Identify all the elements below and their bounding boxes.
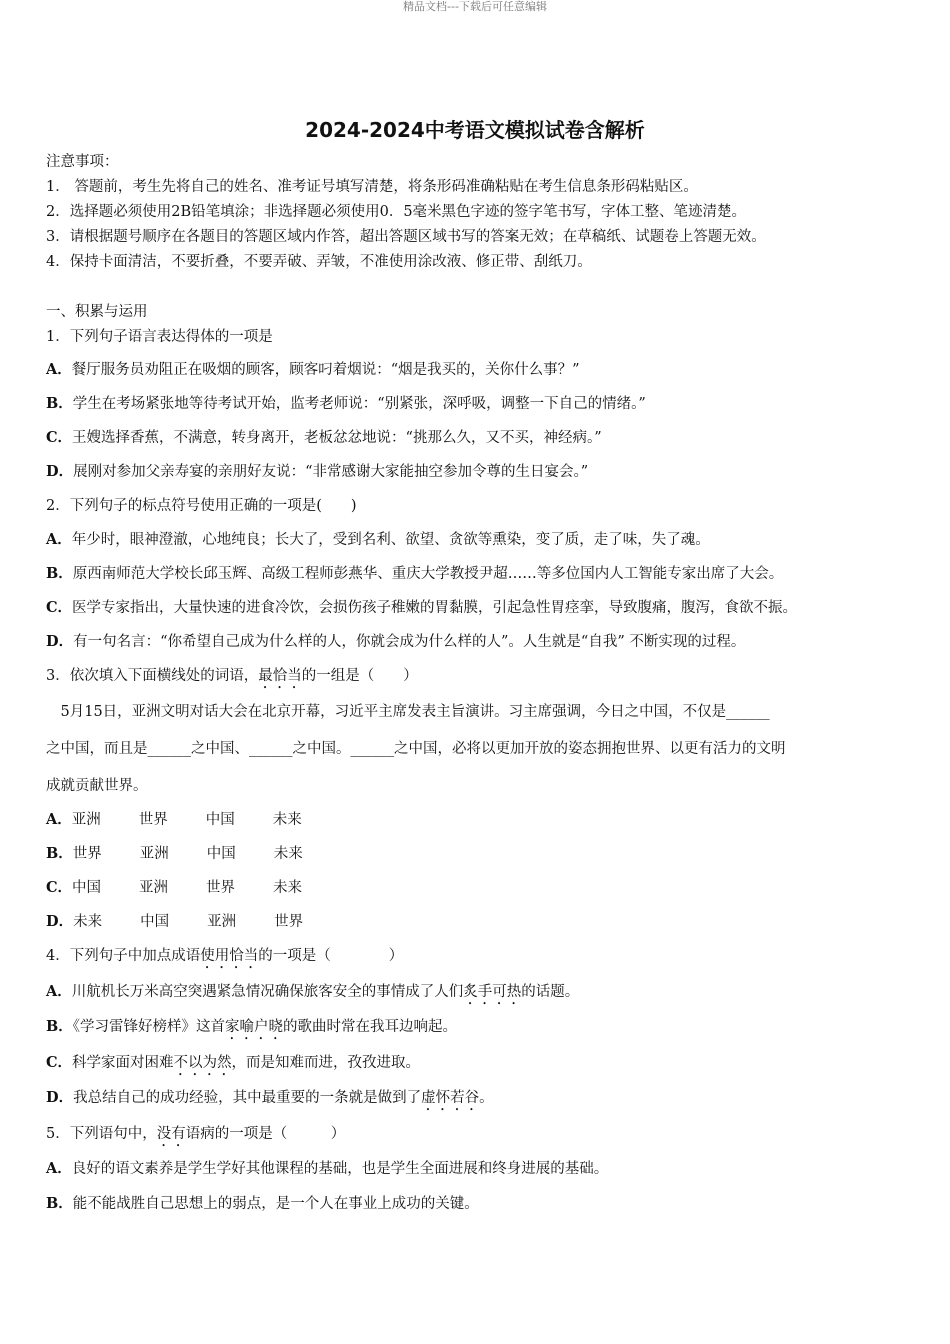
idiom-text: 家喻户晓 xyxy=(225,1019,284,1035)
passage-line: 成就贡献世界。 xyxy=(46,778,148,794)
section-heading: 一、积累与运用 xyxy=(46,304,148,320)
option-row xyxy=(46,394,646,414)
option-text: 原西南师范大学校长邱玉辉、高级工程师彭燕华、重庆大学教授尹超……等多位国内人工智能专家出席了大会。 xyxy=(72,566,784,582)
option-word: 世界 xyxy=(274,914,304,930)
option-word: 亚洲 xyxy=(139,846,169,862)
question-stem: 2．下列句子的标点符号使用正确的一项是( ) xyxy=(46,498,357,514)
notice-item: 2．选择题必须使用2B铅笔填涂；非选择题必须使用0．5毫米黑色字迹的签字笔书写，字体工整、笔迹清楚。 xyxy=(46,204,747,220)
option-text: 展刚对参加父亲寿宴的亲朋好友说：“非常感谢大家能抽空参加令尊的生日宴会。” xyxy=(73,464,589,480)
stem-text: 语病的一项是（ ） xyxy=(185,1126,346,1142)
emphasis-text: 最恰当 xyxy=(258,668,302,684)
option-row xyxy=(46,598,797,618)
header-note: 精品文档---下载后可任意编辑 xyxy=(403,0,547,13)
option-word: 未来 xyxy=(273,880,303,896)
option-text: 王嫂选择香蕉，不满意，转身离开，老板忿忿地说：“挑那么久，又不买，神经病。” xyxy=(72,430,602,446)
option-label: B． xyxy=(46,845,73,862)
emphasis-text: 没有 xyxy=(156,1126,186,1142)
notice-heading: 注意事项： xyxy=(46,154,119,170)
option-word: 中国 xyxy=(205,812,235,828)
option-label: A． xyxy=(46,361,72,378)
page-title: 2024-2024中考语文模拟试卷含解析 xyxy=(305,118,645,142)
idiom-text: 不以为然 xyxy=(173,1055,232,1071)
option-text: 《学习雷锋好榜样》这首 xyxy=(72,1019,226,1035)
option-text: 我总结自己的成功经验，其中最重要的一条就是做到了 xyxy=(73,1090,422,1106)
option-row xyxy=(46,632,745,652)
question-stem xyxy=(46,1124,345,1150)
option-text: 有一句名言：“你希望自己成为什么样的人，你就会成为什么样的人”。人生就是“自我” 不断实现的过程。 xyxy=(73,634,746,650)
option-word: 中国 xyxy=(206,846,236,862)
option-text: 的歌曲时常在我耳边响起。 xyxy=(283,1019,458,1035)
option-label: B． xyxy=(46,1195,73,1212)
option-text: 餐厅服务员劝阻正在吸烟的顾客，顾客叼着烟说：“烟是我买的，关你什么事？” xyxy=(71,362,580,378)
stem-text: 5．下列语句中， xyxy=(46,1126,157,1142)
option-row xyxy=(46,462,588,482)
option-row xyxy=(46,844,341,864)
stem-text: 的一项是（ ） xyxy=(258,948,404,964)
option-row xyxy=(46,428,602,448)
option-text: 年少时，眼神澄澈，心地纯良；长大了，受到名利、欲望、贪欲等熏染，变了质，走了味，失了魂。 xyxy=(71,532,710,548)
option-row xyxy=(46,564,783,584)
option-word: 亚洲 xyxy=(207,914,237,930)
option-label: C． xyxy=(46,429,73,446)
option-text: 科学家面对困难 xyxy=(72,1055,174,1071)
option-word: 未来 xyxy=(73,914,103,930)
option-word: 中国 xyxy=(140,914,170,930)
option-row xyxy=(46,1053,420,1079)
passage-line: 5月15日，亚洲文明对话大会在北京开幕，习近平主席发表主旨演讲。习主席强调，今日之中国，不仅是______ xyxy=(46,704,770,720)
option-label: D． xyxy=(46,463,74,480)
option-row xyxy=(46,1194,479,1214)
option-text: 学生在考场紧张地等待考试开始，监考老师说：“别紧张，深呼吸，调整一下自己的情绪。” xyxy=(72,396,646,412)
option-row xyxy=(46,360,580,380)
option-row xyxy=(46,1017,457,1043)
stem-text: 4．下列句子中加点成语 xyxy=(46,948,201,964)
option-text: 医学专家指出，大量快速的进食冷饮，会损伤孩子稚嫩的胃黏膜，引起急性胃痉挛，导致腹痛，腹泻，食欲不振。 xyxy=(72,600,798,616)
option-label: D． xyxy=(46,913,74,930)
option-row xyxy=(46,810,340,830)
option-word: 世界 xyxy=(138,812,168,828)
notice-item: 4．保持卡面清洁，不要折叠，不要弄破、弄皱，不准使用涂改液、修正带、刮纸刀。 xyxy=(46,254,592,270)
option-label: B． xyxy=(46,565,73,582)
option-row xyxy=(46,1159,608,1179)
option-word: 世界 xyxy=(206,880,236,896)
question-stem xyxy=(46,946,403,972)
option-word: 未来 xyxy=(273,846,303,862)
emphasis-text: 使用恰当 xyxy=(200,948,259,964)
option-text: 。 xyxy=(479,1090,494,1106)
option-word: 亚洲 xyxy=(139,880,169,896)
question-stem: 1．下列句子语言表达得体的一项是 xyxy=(46,329,273,345)
option-row xyxy=(46,530,710,550)
option-row xyxy=(46,912,341,932)
stem-text: 的一组是（ ） xyxy=(301,668,418,684)
option-text: ，而是知难而进，孜孜进取。 xyxy=(231,1055,421,1071)
option-text: 川航机长万米高空突遇紧急情况确保旅客安全的事情成了人们 xyxy=(71,984,464,1000)
option-label: A． xyxy=(46,1160,72,1177)
option-label: C． xyxy=(46,1054,73,1071)
stem-text: 3．依次填入下面横线处的词语， xyxy=(46,668,259,684)
option-label: A． xyxy=(46,531,72,548)
option-label: C． xyxy=(46,879,73,896)
option-label: B． xyxy=(46,1018,73,1035)
option-text: 能不能战胜自己思想上的弱点，是一个人在事业上成功的关键。 xyxy=(72,1196,479,1212)
option-row xyxy=(46,878,340,898)
option-label: C． xyxy=(46,599,73,616)
option-word: 未来 xyxy=(272,812,302,828)
option-word: 亚洲 xyxy=(71,812,101,828)
option-text: 的话题。 xyxy=(521,984,580,1000)
option-row xyxy=(46,1088,494,1114)
option-text: 良好的语文素养是学生学好其他课程的基础，也是学生全面进展和终身进展的基础。 xyxy=(71,1161,609,1177)
option-word: 中国 xyxy=(72,880,102,896)
option-label: D． xyxy=(46,1089,74,1106)
option-label: A． xyxy=(46,983,72,1000)
option-label: D． xyxy=(46,633,74,650)
notice-item: 1． 答题前，考生先将自己的姓名、准考证号填写清楚，将条形码准确粘贴在考生信息条形码粘贴区。 xyxy=(46,179,698,195)
passage-line: 之中国，而且是______之中国、______之中国。______之中国，必将以更加开放的姿态拥抱世界、以更有活力的文明 xyxy=(46,741,786,757)
notice-item: 3．请根据题号顺序在各题目的答题区域内作答，超出答题区域书写的答案无效；在草稿纸、试题卷上答题无效。 xyxy=(46,229,766,245)
option-label: B． xyxy=(46,395,73,412)
idiom-text: 炙手可热 xyxy=(463,984,522,1000)
option-word: 世界 xyxy=(72,846,102,862)
option-label: A． xyxy=(46,811,72,828)
question-stem xyxy=(46,666,418,692)
option-row xyxy=(46,982,579,1008)
idiom-text: 虚怀若谷 xyxy=(421,1090,480,1106)
